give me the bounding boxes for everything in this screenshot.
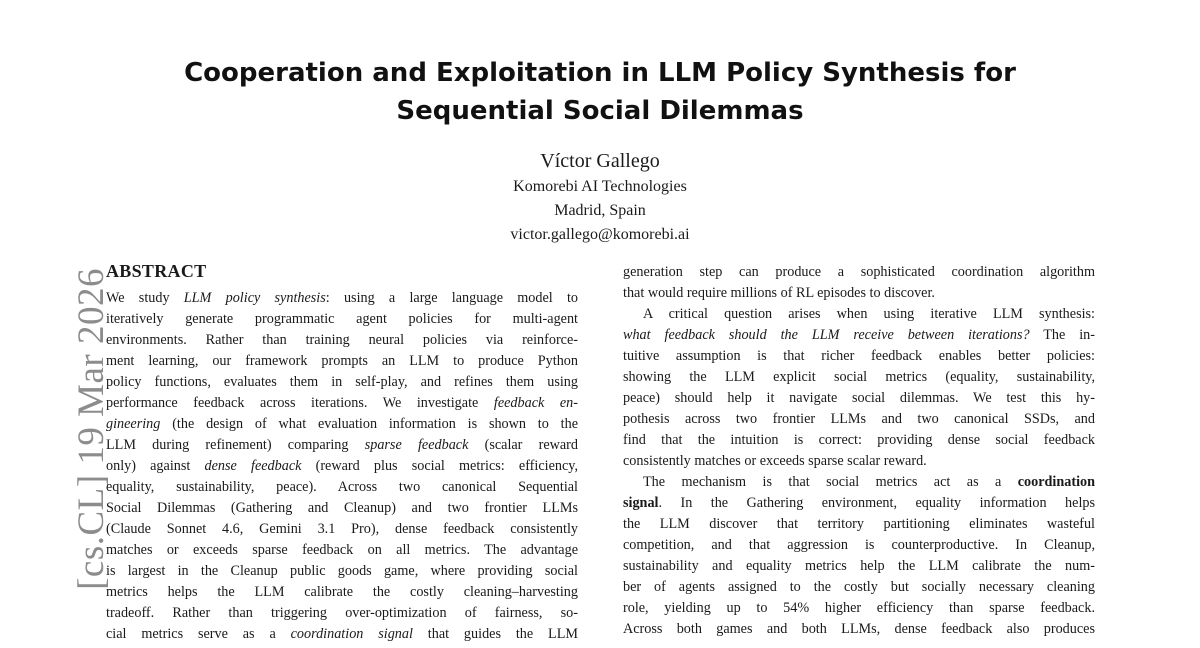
text-line: tradeoff. Rather than triggering over-optimization of fairness, so- [106,605,578,621]
text-line: peace) should help it navigate social dilemmas. We test this hy- [623,390,1095,406]
text-line: gineering (the design of what evaluation information is shown to the [106,416,578,432]
text-line: We study LLM policy synthesis: using a large language model to [106,290,578,306]
text-line: find that the intuition is correct: providing dense social feedback [623,432,1095,448]
title-line: Sequential Social Dilemmas [396,96,804,126]
text-line: ment learning, our framework prompts an LLM to produce Python [106,353,578,369]
text-line: performance feedback across iterations. We investigate feedback en- [106,395,578,411]
author-location: Madrid, Spain [554,202,646,219]
text-line: sustainability and equality metrics help the LLM calibrate the num- [623,558,1095,574]
arxiv-stamp [25,268,112,648]
text-line: LLM during refinement) comparing sparse feedback (scalar reward [106,437,579,453]
text-line: policy functions, evaluates them in self-play, and refines them using [106,374,578,390]
author-affiliation: Komorebi AI Technologies [513,178,687,195]
title-line: Cooperation and Exploitation in LLM Policy Synthesis for [184,58,1016,88]
text-line: iteratively generate programmatic agent policies for multi-agent [106,311,578,327]
abstract-heading: ABSTRACT [106,261,207,281]
text-line: what feedback should the LLM receive between iterations? The in- [623,327,1095,343]
abstract-body [106,288,578,645]
text-line: generation step can produce a sophisticated coordination algorithm [623,264,1095,280]
text-line: role, yielding up to 54% higher efficiency than sparse feedback. [623,600,1095,616]
text-line: is largest in the Cleanup public goods game, where providing social [106,563,578,579]
text-line: A critical question arises when using iterative LLM synthesis: [643,306,1095,322]
text-line: consistently matches or exceeds sparse scalar reward. [623,453,927,469]
text-line: ber of agents assigned to the costly but socially necessary cleaning [623,579,1095,595]
text-line: metrics helps the LLM calibrate the costly cleaning–harvesting [106,584,578,600]
text-line: tuitive assumption is that richer feedback enables better policies: [623,348,1095,364]
author-email: victor.gallego@komorebi.ai [510,226,690,243]
text-line: that would require millions of RL episodes to discover. [623,285,935,301]
text-line: the LLM discover that territory partitioning eliminates wasteful [623,516,1095,532]
text-line: showing the LLM explicit social metrics (equality, sustainability, [623,369,1095,385]
text-line: Across both games and both LLMs, dense feedback also produces [623,621,1095,637]
author-name: Víctor Gallego [540,150,660,172]
text-line: only) against dense feedback (reward plus social metrics: efficiency, [106,458,578,474]
intro-body [623,262,1095,640]
text-line: signal. In the Gathering environment, equality information helps [623,495,1095,511]
text-line: competition, and that aggression is counterproductive. In Cleanup, [623,537,1095,553]
text-line: The mechanism is that social metrics act as a coordination [643,474,1095,490]
text-line: cial metrics serve as a coordination signal that guides the LLM [106,626,578,642]
text-line: pothesis across two frontier LLMs and two canonical SSDs, and [623,411,1095,427]
text-line: matches or exceeds sparse feedback on all metrics. The advantage [106,542,578,558]
text-line: equality, sustainability, peace). Across two canonical Sequential [106,479,578,495]
text-line: (Claude Sonnet 4.6, Gemini 3.1 Pro), dense feedback consistently [106,521,578,537]
text-line: Social Dilemmas (Gathering and Cleanup) and two frontier LLMs [106,500,578,516]
arxiv-stamp-text: [cs.CL] 19 Mar 2026 [71,268,112,590]
text-line: environments. Rather than training neural policies via reinforce- [106,332,578,348]
paper-title [100,54,1100,130]
